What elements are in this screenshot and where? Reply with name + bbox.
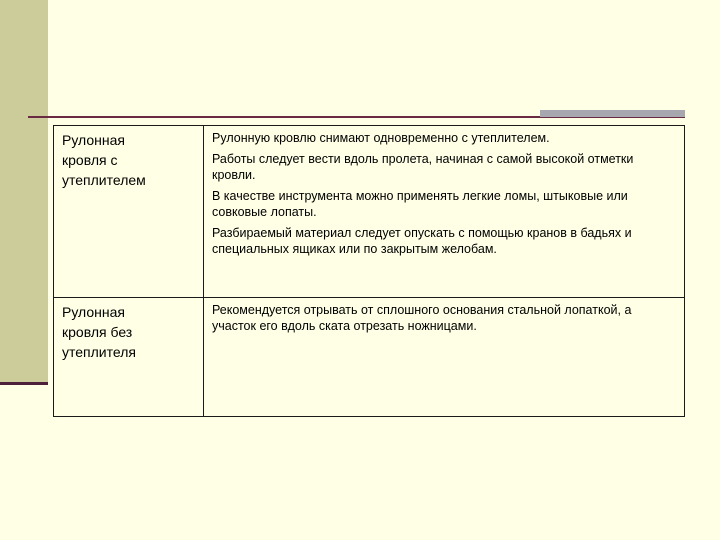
description-paragraph: Рекомендуется отрывать от сплошного основания стальной лопаткой, а участок его вдоль ската отрезать ножницами. xyxy=(212,303,632,333)
side-decor-band xyxy=(0,0,48,383)
content-table xyxy=(53,125,685,417)
description-paragraph: Разбираемый материал следует опускать с помощью кранов в бадьях и специальных ящиках или по закрытым желобам. xyxy=(212,226,632,256)
side-decor-bar xyxy=(0,382,48,385)
row-label-cell xyxy=(54,298,204,417)
description-paragraph: В качестве инструмента можно применять легкие ломы, штыковые или совковые лопаты. xyxy=(212,189,628,219)
table-row xyxy=(54,298,685,417)
header-gray-block xyxy=(540,110,685,117)
row-label: Рулонная кровля без утеплителя xyxy=(62,304,136,360)
row-description-cell xyxy=(204,298,685,417)
description-paragraph: Работы следует вести вдоль пролета, начиная с самой высокой отметки кровли. xyxy=(212,152,634,182)
row-label-cell xyxy=(54,126,204,298)
row-label: Рулонная кровля с утеплителем xyxy=(62,132,146,188)
table-row xyxy=(54,126,685,298)
row-description-cell xyxy=(204,126,685,298)
description-paragraph: Рулонную кровлю снимают одновременно с утеплителем. xyxy=(212,131,550,145)
